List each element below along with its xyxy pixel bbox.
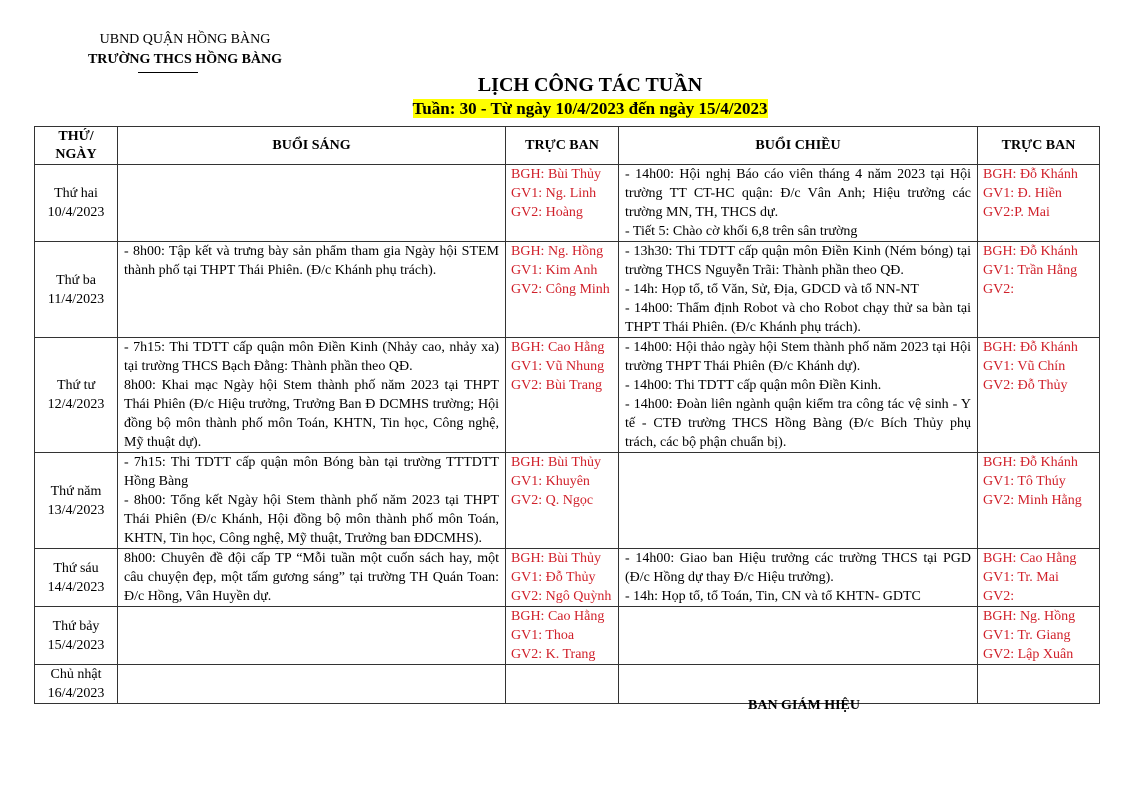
day-cell [35,549,118,607]
activity-item: 8h00: Khai mạc Ngày hội Stem thành phố năm 2023 tại THPT Thái Phiên (Đ/c Hiệu trưởng, Trưởng Ban Đ DCMHS trường; Hội đồng bộ môn thành phố môn Toán, KHTN, Tin học, Công nghệ, Mỹ thuật dự). [124,378,499,450]
duty-entry: BGH: Đỗ Khánh [983,455,1078,470]
duty-entry: GV2: Lập Xuân [983,647,1074,662]
page-title: LỊCH CÔNG TÁC TUẦN [477,74,703,96]
day-date: 12/4/2023 [47,397,105,412]
afternoon-cell [619,165,978,242]
duty-entry: GV2: Hoàng [511,205,583,220]
activity-item: - 14h: Họp tổ, tổ Toán, Tin, CN và tổ KHTN- GDTC [625,589,921,604]
day-date: 16/4/2023 [47,686,105,701]
table-row [35,549,1100,607]
day-date: 10/4/2023 [47,205,105,220]
duty-entry: GV2: [983,589,1015,604]
day-name: Thứ năm [50,483,102,499]
day-cell [35,453,118,549]
duty-entry: GV2: Bùi Trang [511,378,603,393]
duty-entry: GV1: Tr. Mai [983,570,1059,585]
day-name: Chủ nhật [50,667,102,682]
activity-item: - Tiết 5: Chào cờ khối 6,8 trên sân trường [625,224,858,239]
activity-item: 8h00: Chuyên đề đội cấp TP “Mỗi tuần một cuốn sách hay, một câu chuyện đẹp, một tấm gương sáng” tại trường TH Quán Toan: Đ/c Hồng, Vân Huyền dự. [124,551,499,604]
day-name: Thứ bảy [52,618,100,634]
morning-duty-cell [506,665,619,704]
morning-cell [118,549,506,607]
activity-item: - 14h00: Thẩm định Robot và cho Robot chạy thử sa bàn tại THPT Thái Phiên. (Đ/c Khánh phụ trách). [625,301,971,335]
day-cell [35,242,118,338]
duty-entry: GV1: Kim Anh [511,263,598,278]
afternoon-cell [619,453,978,549]
day-cell [35,338,118,453]
underline-divider [138,72,198,73]
afternoon-duty-cell [978,242,1100,338]
day-date: 13/4/2023 [47,502,105,518]
activity-item: - 14h00: Đoàn liên ngành quận kiểm tra công tác vệ sinh - Y tế - CTĐ trường THCS Hồng Bàng (Đ/c Bích Thủy phụ trách, các bộ phận chuẩn bị). [625,397,971,450]
morning-duty-cell [506,242,619,338]
afternoon-cell [619,242,978,338]
duty-entry: GV1: Vũ Chín [983,359,1066,374]
duty-entry: BGH: Đỗ Khánh [983,167,1078,182]
activity-item: - 8h00: Tổng kết Ngày hội Stem thành phố năm 2023 tại THPT Thái Phiên (Đ/c Khánh, Hội đồng bộ môn thành phố môn Toán, KHTN, Tin học, Công nghệ, Mỹ thuật, Trưởng ban ĐDCMHS). [124,493,499,546]
duty-entry: GV1: Thoa [511,628,575,643]
col-header-day: THỨ/ NGÀY [35,127,118,165]
day-cell [35,165,118,242]
duty-entry: GV2: Q. Ngọc [511,493,594,508]
afternoon-duty-cell [978,549,1100,607]
duty-entry: GV1: Tô Thúy [983,474,1066,489]
morning-duty-cell [506,453,619,549]
duty-entry: BGH: Đỗ Khánh [983,244,1078,259]
duty-entry: GV1: Tr. Giang [983,628,1071,643]
morning-cell [118,242,506,338]
afternoon-duty-cell [978,665,1100,704]
morning-duty-cell [506,549,619,607]
table-row [35,453,1100,549]
duty-entry: BGH: Cao Hằng [983,551,1077,566]
duty-entry: GV1: Trần Hằng [983,263,1078,278]
day-cell [35,665,118,704]
activity-item: - 7h15: Thi TDTT cấp quận môn Điền Kinh (Nhảy cao, nhảy xa) tại trường THCS Bạch Đằng: Thành phần theo QĐ. [124,340,499,374]
duty-entry: GV2: Minh Hằng [983,493,1082,508]
day-name: Thứ hai [54,186,98,201]
week-range-text: Tuần: 30 - Từ ngày 10/4/2023 đến ngày 15/4/2023 [412,99,768,118]
afternoon-duty-cell [978,338,1100,453]
activity-item: - 14h00: Giao ban Hiệu trưởng các trường THCS tại PGD (Đ/c Hồng dự thay Đ/c Hiệu trưởng). [625,551,971,585]
activity-item: - 13h30: Thi TDTT cấp quận môn Điền Kinh (Ném bóng) tại trường THCS Nguyễn Trãi: Thành phần theo QĐ. [625,244,971,278]
day-date: 14/4/2023 [47,579,105,595]
activity-item: - 14h00: Thi TDTT cấp quận môn Điền Kinh. [625,378,882,393]
day-name: Thứ sáu [53,560,99,576]
afternoon-cell [619,549,978,607]
afternoon-duty-cell [978,453,1100,549]
table-row [35,242,1100,338]
organization-header [60,30,310,70]
morning-cell [118,453,506,549]
activity-item: - 14h: Họp tổ, tổ Văn, Sử, Địa, GDCD và tổ NN-NT [625,282,919,297]
duty-entry: GV1: Vũ Nhung [511,359,605,374]
duty-entry: GV1: Ng. Linh [511,186,597,201]
col-header-afternoon-duty: TRỰC BAN [978,127,1100,165]
col-header-afternoon: BUỔI CHIỀU [619,127,978,165]
duty-entry: GV2: Đỗ Thủy [983,378,1068,393]
afternoon-cell [619,338,978,453]
district-name: UBND QUẬN HỒNG BÀNG [99,32,271,47]
duty-entry: BGH: Ng. Hồng [511,244,604,259]
duty-entry: BGH: Cao Hằng [511,609,605,624]
duty-entry: BGH: Đỗ Khánh [983,340,1078,355]
activity-item: - 7h15: Thi TDTT cấp quận môn Bóng bàn tại trường TTTDTT Hồng Bàng [124,455,499,489]
afternoon-cell [619,607,978,665]
duty-entry: BGH: Bùi Thủy [511,551,601,566]
day-name: Thứ tư [56,378,96,393]
day-name: Thứ ba [56,272,96,288]
table-row [35,607,1100,665]
duty-entry: GV1: Đ. Hiền [983,186,1062,201]
col-header-morning: BUỔI SÁNG [118,127,506,165]
table-row [35,338,1100,453]
afternoon-duty-cell [978,607,1100,665]
activity-item: - 14h00: Hội thảo ngày hội Stem thành phố năm 2023 tại Hội trường THPT Thái Phiên (Đ/c Khánh dự). [625,340,971,374]
duty-entry: BGH: Bùi Thủy [511,455,601,470]
duty-entry: GV2: Công Minh [511,282,610,297]
duty-entry: GV2: [983,282,1015,297]
morning-cell [118,338,506,453]
week-range [300,99,880,119]
duty-entry: GV2: K. Trang [511,647,596,662]
duty-entry: BGH: Cao Hằng [511,340,605,355]
morning-cell [118,165,506,242]
duty-entry: BGH: Ng. Hồng [983,609,1076,624]
morning-duty-cell [506,338,619,453]
table-row [35,665,1100,704]
duty-entry: GV2:P. Mai [983,205,1050,220]
col-header-morning-duty: TRỰC BAN [506,127,619,165]
school-name: TRƯỜNG THCS HỒNG BÀNG [87,52,283,67]
day-cell [35,607,118,665]
morning-cell [118,607,506,665]
day-date: 15/4/2023 [47,637,105,653]
table-header-row [35,127,1100,165]
schedule-table [34,126,1100,704]
activity-item: - 14h00: Hội nghị Báo cáo viên tháng 4 năm 2023 tại Hội trường TT CT-HC quận: Đ/c Vân Anh; Hiệu trưởng các trường MN, TH, THCS dự. [625,167,971,220]
morning-duty-cell [506,607,619,665]
duty-entry: BGH: Bùi Thủy [511,167,601,182]
activity-item: - 8h00: Tập kết và trưng bày sản phẩm tham gia Ngày hội STEM thành phố tại THPT Thái Phiên. (Đ/c Khánh phụ trách). [124,244,499,278]
day-date: 11/4/2023 [47,291,105,307]
table-row [35,165,1100,242]
afternoon-duty-cell [978,165,1100,242]
duty-entry: GV1: Đỗ Thủy [511,570,596,585]
duty-entry: GV2: Ngô Quỳnh [511,589,612,604]
morning-duty-cell [506,165,619,242]
morning-cell [118,665,506,704]
signature-label: BAN GIÁM HIỆU [748,698,861,713]
duty-entry: GV1: Khuyên [511,474,590,489]
